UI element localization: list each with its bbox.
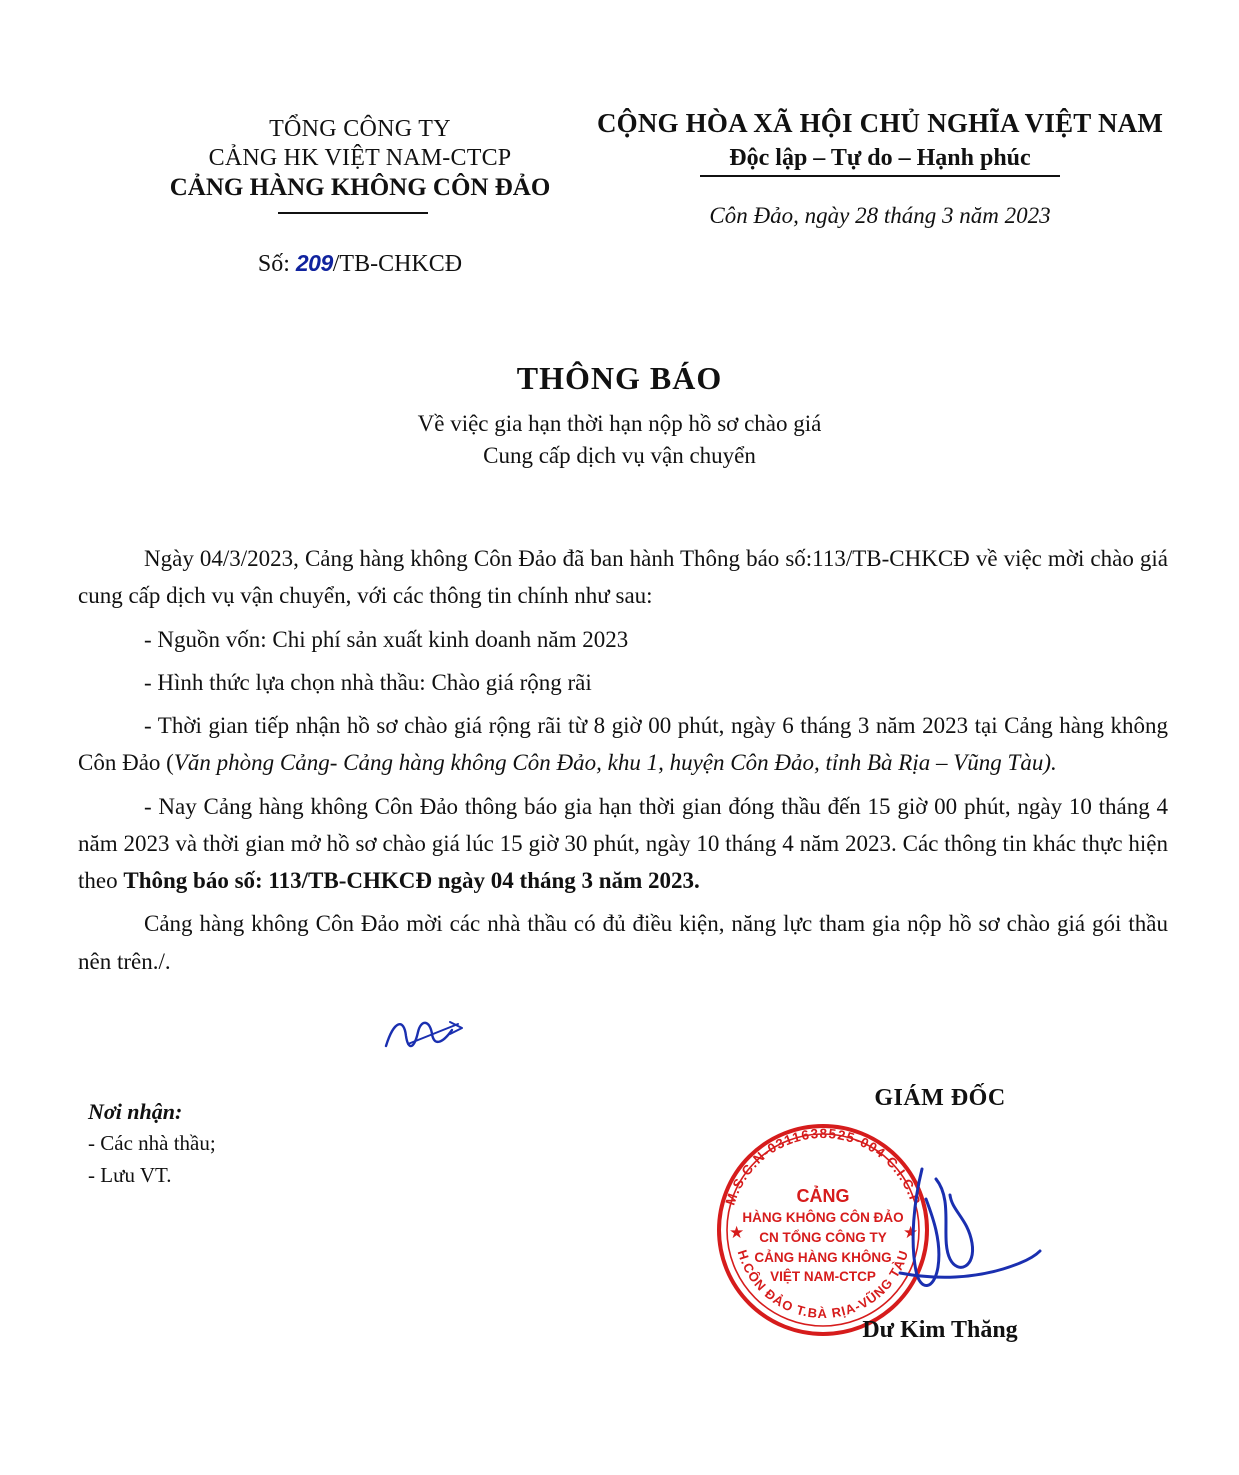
org-line-3: CẢNG HÀNG KHÔNG CÔN ĐẢO	[169, 174, 551, 201]
document-header	[0, 108, 1239, 298]
recipient-item: - Lưu VT.	[88, 1162, 172, 1187]
receipt-time-location: Văn phòng Cảng- Cảng hàng không Côn Đảo, khu 1, huyện Côn Đảo, tỉnh Bà Rịa – Vũng Tàu).	[173, 750, 1057, 776]
stamp-line-5: VIỆT NAM-CTCP	[770, 1269, 876, 1284]
extension-reference: Thông báo số: 113/TB-CHKCĐ ngày 04 tháng 3 năm 2023.	[123, 868, 700, 893]
stamp-outer-top-text: M.S.C.N-0311638525-004 C.I.C.P	[722, 1125, 924, 1208]
stamp-line-3: CN TỔNG CÔNG TY	[759, 1230, 887, 1245]
handwritten-mark-icon	[380, 1010, 470, 1055]
national-title: CỘNG HÒA XÃ HỘI CHỦ NGHĨA VIỆT NAM	[596, 108, 1164, 138]
svg-text:★: ★	[903, 1223, 919, 1242]
signer-name: Dư Kim Thăng	[862, 1317, 1018, 1343]
document-number-suffix: /TB-CHKCĐ	[332, 251, 463, 277]
org-underline	[278, 212, 428, 214]
receipt-time-text: - Thời gian tiếp nhận hồ sơ chào giá rộng rãi từ 8 giờ 00 phút, ngày 6 tháng 3 năm 2023 tại Cảng hàng không Côn Đảo (	[78, 713, 1168, 776]
recipients-title: Nơi nhận:	[88, 1099, 183, 1124]
document-number-label: Số:	[257, 251, 290, 277]
svg-text:★: ★	[729, 1223, 745, 1242]
org-line-1: TỔNG CÔNG TY	[269, 116, 451, 142]
document-subtitle-2: Cung cấp dịch vụ vận chuyển	[483, 443, 756, 468]
national-heading	[560, 108, 1200, 229]
document-body	[78, 540, 1168, 986]
signature-icon	[880, 1155, 1060, 1305]
document-number-value: 209	[295, 250, 333, 276]
document-number-line	[150, 250, 570, 278]
national-underline	[700, 175, 1060, 177]
stamp-line-2: HÀNG KHÔNG CÔN ĐẢO	[742, 1210, 904, 1225]
body-bullet-selection-method: - Hình thức lựa chọn nhà thầu: Chào giá rộng rãi	[144, 669, 592, 695]
issuing-organization	[150, 116, 570, 202]
recipient-item: - Các nhà thầu;	[88, 1131, 216, 1155]
org-line-2: CẢNG HK VIỆT NAM-CTCP	[208, 145, 512, 171]
stamp-line-1: CẢNG	[796, 1186, 850, 1206]
stamp-outer-bottom-text: H.CÔN ĐẢO T.BÀ RỊA-VŨNG TÀU	[734, 1247, 912, 1322]
body-paragraph-invitation: Cảng hàng không Côn Đảo mời các nhà thầu có đủ điều kiện, năng lực tham gia nộp hồ sơ chào giá gói thầu nên trên./.	[78, 911, 1168, 974]
body-bullet-receipt-time	[78, 707, 1168, 782]
extension-text: - Nay Cảng hàng không Côn Đảo thông báo gia hạn thời gian đóng thầu đến 15 giờ 00 phút, ngày 10 tháng 4 năm 2023 và thời gian mở hồ sơ chào giá lúc 15 giờ 30 phút, ngày 10 tháng 4 năm 2023. Các thông tin khác thực hiện theo	[78, 793, 1168, 893]
signer-role: GIÁM ĐỐC	[874, 1085, 1006, 1111]
recipients-block	[88, 1095, 216, 1191]
signer-block	[700, 1085, 1180, 1112]
body-bullet-extension	[78, 788, 1168, 900]
document-title-block	[0, 360, 1239, 469]
body-bullet-funding: - Nguồn vốn: Chi phí sản xuất kinh doanh năm 2023	[144, 626, 629, 652]
stamp-line-4: CẢNG HÀNG KHÔNG	[754, 1250, 892, 1265]
national-motto: Độc lập – Tự do – Hạnh phúc	[729, 145, 1031, 171]
document-subtitle-1: Về việc gia hạn thời hạn nộp hồ sơ chào giá	[417, 411, 822, 436]
body-paragraph-intro: Ngày 04/3/2023, Cảng hàng không Côn Đảo đã ban hành Thông báo số:113/TB-CHKCĐ về việc mời chào giá cung cấp dịch vụ vận chuyển, với các thông tin chính như sau:	[78, 546, 1168, 609]
page-title: THÔNG BÁO	[516, 360, 723, 396]
place-date-line: Côn Đảo, ngày 28 tháng 3 năm 2023	[709, 203, 1051, 228]
